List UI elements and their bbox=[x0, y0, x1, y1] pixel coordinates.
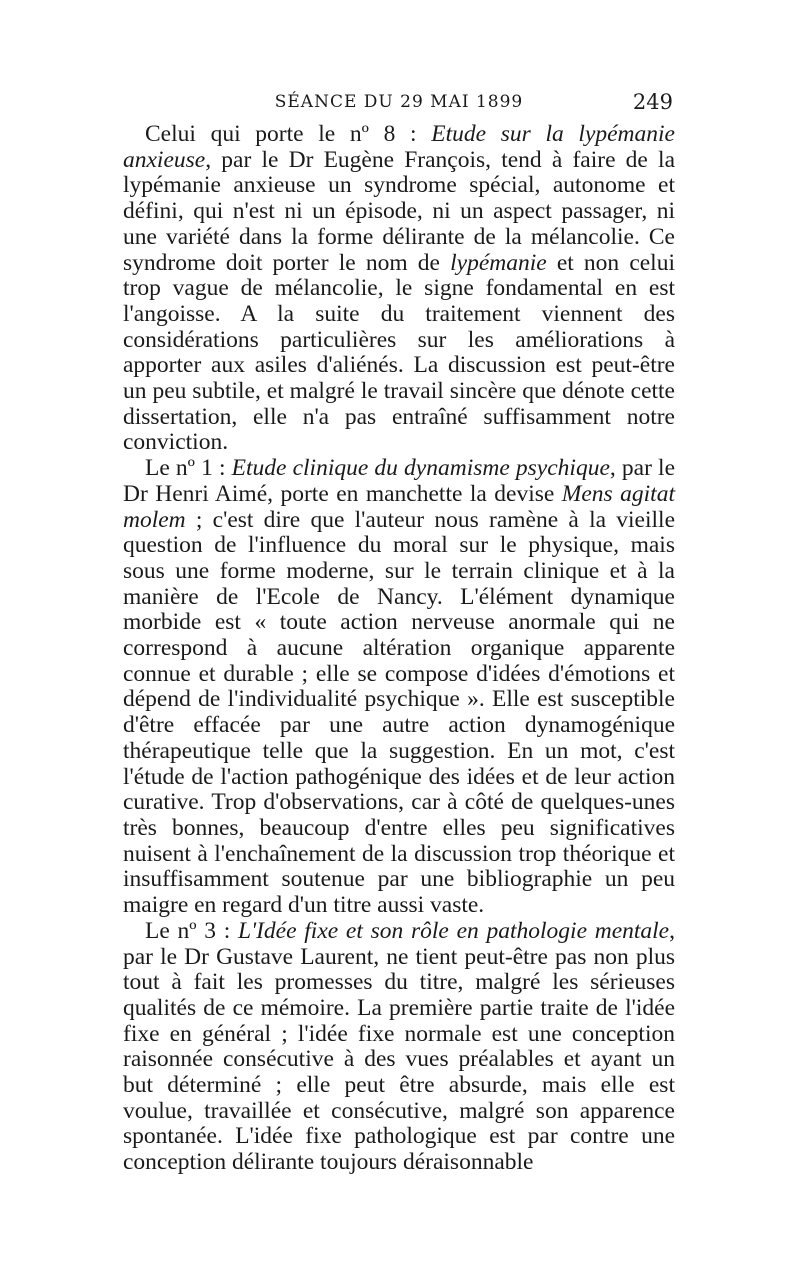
text-segment: ; c'est dire que l'auteur nous ramène à la vieille question de l'influence du moral sur le physique, mais sous une forme moderne, sur le terrain clinique et à la manière de l'Ecole de Nancy. L'élément dynamique morbide est « toute action nerveuse anormale qui ne correspond à aucune altération organique apparente connue et durable ; elle se compose d'idées d'émotions et dépend de l'individualité psychique ». Elle est susceptible d'être effacée par une autre action dynamogénique thérapeutique telle que la suggestion. En un mot, c'est l'étude de l'action pathogénique des idées et de leur action curative. Trop d'observations, car à côté de quelques-unes très bonnes, beaucoup d'entre elles peu significatives nuisent à l'enchaînement de la discussion trop théorique et insuffisamment soutenue par une bibliographie un peu maigre en regard d'un titre aussi vaste. bbox=[123, 506, 675, 919]
text-segment: , par le Dr Gustave Laurent, ne tient peut-être pas non plus tout à fait les promesses du titre, malgré les sérieuses qualités de ce mémoire. La première partie traite de l'idée fixe en général ; l'idée fixe normale est une conception raisonnée consécutive à des vues préalables et ayant un but déterminé ; elle peut être absurde, mais elle est voulue, travaillée et consécutive, malgré son apparence spontanée. L'idée fixe pathologique est par contre une conception délirante toujours déraisonnable bbox=[123, 917, 675, 1176]
text-segment: Le nº 1 : bbox=[145, 455, 232, 482]
text-segment: , par le Dr Henri Aimé, porte en manchette la devise bbox=[123, 455, 675, 507]
paragraph-memoire-1 bbox=[123, 456, 675, 919]
running-head: SÉANCE DU 29 MAI 1899 bbox=[274, 92, 524, 112]
text-segment: Le nº 3 : bbox=[145, 917, 239, 944]
italic-title-segment: Etude clinique du dynamisme psychique bbox=[231, 455, 610, 482]
italic-title-segment: Mens agitat molem bbox=[123, 480, 675, 533]
page-number: 249 bbox=[632, 90, 673, 114]
page-header bbox=[123, 90, 675, 122]
text-segment: , par le Dr Eugène François, tend à faire de la lypémanie anxieuse un syndrome spécial, autonome et défini, qui n'est ni un épisode, ni un aspect passager, ni une variété dans la forme délirante de la mélancolie. Ce syndrome doit porter le nom de bbox=[123, 146, 675, 276]
body-text bbox=[123, 122, 675, 1176]
text-segment: et non celui trop vague de mélancolie, le signe fondamental en est l'angoisse. A la suite du traitement viennent des considérations particulières sur les améliorations à apporter aux asiles d'aliénés. La discussion est peut-être un peu subtile, et malgré le travail sincère que dénote cette dissertation, elle n'a pas entraîné suffisamment notre conviction. bbox=[123, 249, 675, 456]
paragraph-memoire-8 bbox=[123, 122, 675, 456]
book-page bbox=[123, 90, 675, 1176]
text-segment: Celui qui porte le nº 8 : bbox=[145, 121, 432, 147]
italic-title-segment: Etude sur la lypémanie anxieuse bbox=[123, 121, 675, 173]
italic-title-segment: L'Idée fixe et son rôle en pathologie mentale bbox=[238, 917, 670, 944]
paragraph-memoire-3 bbox=[123, 919, 675, 1176]
italic-title-segment: lypémanie bbox=[450, 249, 547, 276]
